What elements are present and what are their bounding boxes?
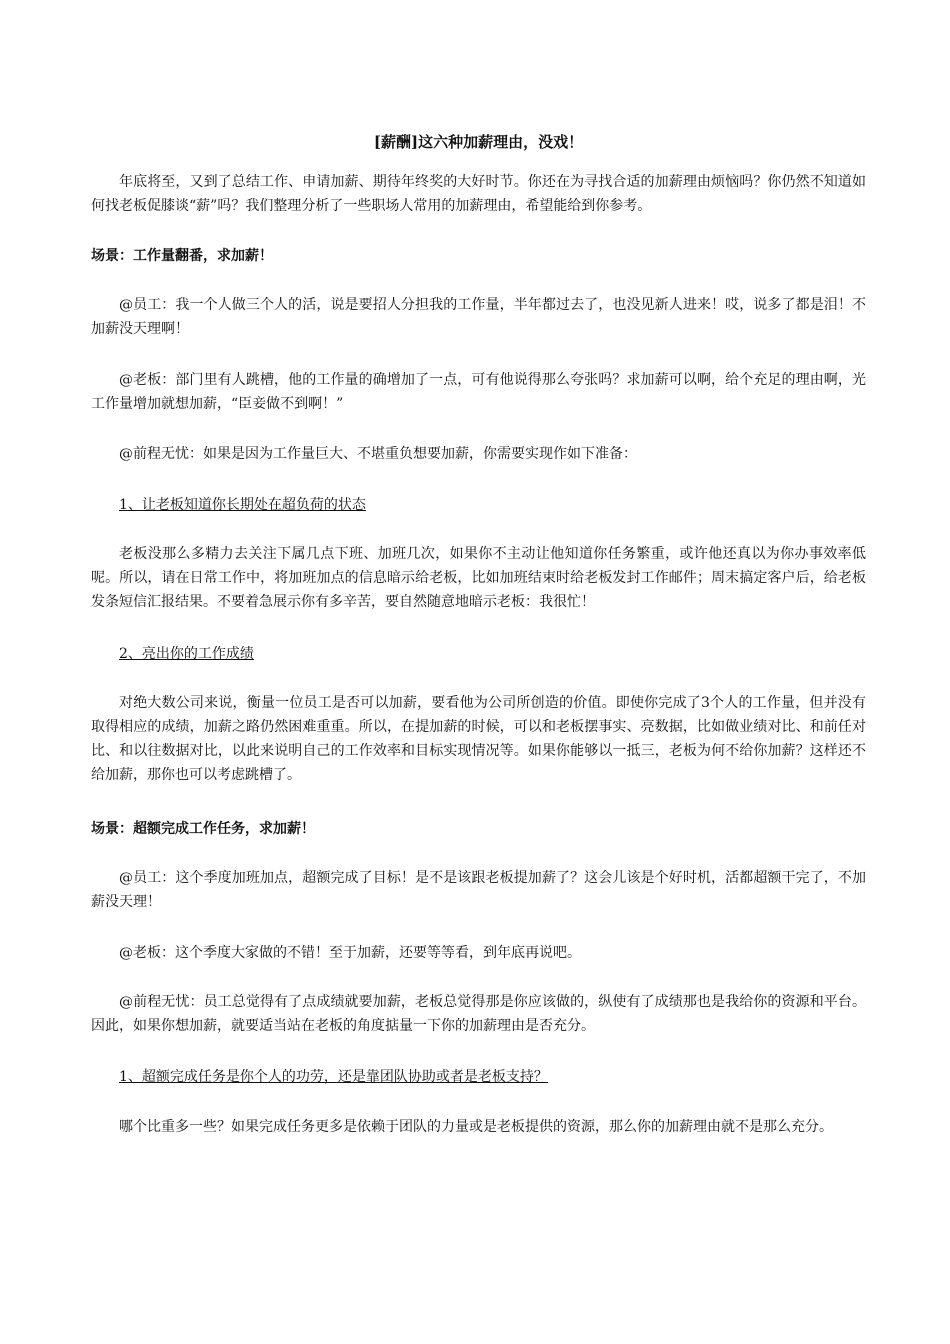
scene2-employee-paragraph: @员工：这个季度加班加点，超额完成了目标！是不是该跟老板提加薪了？这会儿该是个好时机，活都超额干完了，不加薪没天理！ bbox=[91, 870, 866, 910]
scene2-advisor-paragraph: @前程无忧：员工总觉得有了点成绩就要加薪，老板总觉得那是你应该做的，纵使有了成绩那也是我给你的资源和平台。因此，如果你想加薪，就要适当站在老板的角度掂量一下你的加薪理由是否充分。 bbox=[91, 994, 866, 1034]
scene1-heading: 场景：工作量翻番，求加薪！ bbox=[91, 248, 273, 264]
scene2-point1-title: 1、超额完成任务是你个人的功劳，还是靠团队协助或者是老板支持？ bbox=[119, 1069, 548, 1085]
scene2-boss-paragraph: @老板：这个季度大家做的不错！至于加薪，还要等等看，到年底再说吧。 bbox=[119, 945, 581, 961]
scene2-point1-body: 哪个比重多一些？如果完成任务更多是依赖于团队的力量或是老板提供的资源，那么你的加薪理由就不是那么充分。 bbox=[119, 1119, 833, 1135]
page-title: [薪酬]这六种加薪理由，没戏！ bbox=[373, 133, 584, 151]
scene1-advisor-paragraph: @前程无忧：如果是因为工作量巨大、不堪重负想要加薪，你需要实现作如下准备： bbox=[119, 446, 637, 462]
scene1-employee-paragraph: @员工：我一个人做三个人的活，说是要招人分担我的工作量，半年都过去了，也没见新人进来！哎，说多了都是泪！不加薪没天理啊！ bbox=[91, 297, 866, 337]
scene1-point2-body: 对绝大数公司来说，衡量一位员工是否可以加薪，要看他为公司所创造的价值。即使你完成了3个人的工作量，但并没有取得相应的成绩，加薪之路仍然困难重重。所以，在提加薪的时候，可以和老板摆事实、亮数据，比如做业绩对比、和前任对比、和以往数据对比，以此来说明自己的工作效率和目标实现情况等。如果你能够以一抵三，老板为何不给你加薪？这样还不给加薪，那你也可以考虑跳槽了。 bbox=[91, 695, 866, 783]
scene1-point2-title: 2、亮出你的工作成绩 bbox=[119, 646, 254, 662]
scene1-boss-paragraph: @老板：部门里有人跳槽，他的工作量的确增加了一点，可有他说得那么夸张吗？求加薪可以啊，给个充足的理由啊，光工作量增加就想加薪，“臣妾做不到啊！” bbox=[91, 372, 866, 412]
intro-paragraph: 年底将至，又到了总结工作、申请加薪、期待年终奖的大好时节。你还在为寻找合适的加薪理由烦恼吗？你仍然不知道如何找老板促膝谈“薪”吗？我们整理分析了一些职场人常用的加薪理由，希望能给到你参考。 bbox=[91, 174, 866, 214]
scene1-point1-title: 1、让老板知道你长期处在超负荷的状态 bbox=[119, 497, 366, 513]
scene2-heading: 场景：超额完成工作任务，求加薪！ bbox=[91, 821, 315, 837]
scene1-point1-body: 老板没那么多精力去关注下属几点下班、加班几次，如果你不主动让他知道你任务繁重，或许他还真以为你办事效率低呢。所以，请在日常工作中，将加班加点的信息暗示给老板，比如加班结束时给老板发封工作邮件；周末搞定客户后，给老板发条短信汇报结果。不要着急展示你有多辛苦，要自然随意地暗示老板：我很忙！ bbox=[91, 546, 866, 610]
